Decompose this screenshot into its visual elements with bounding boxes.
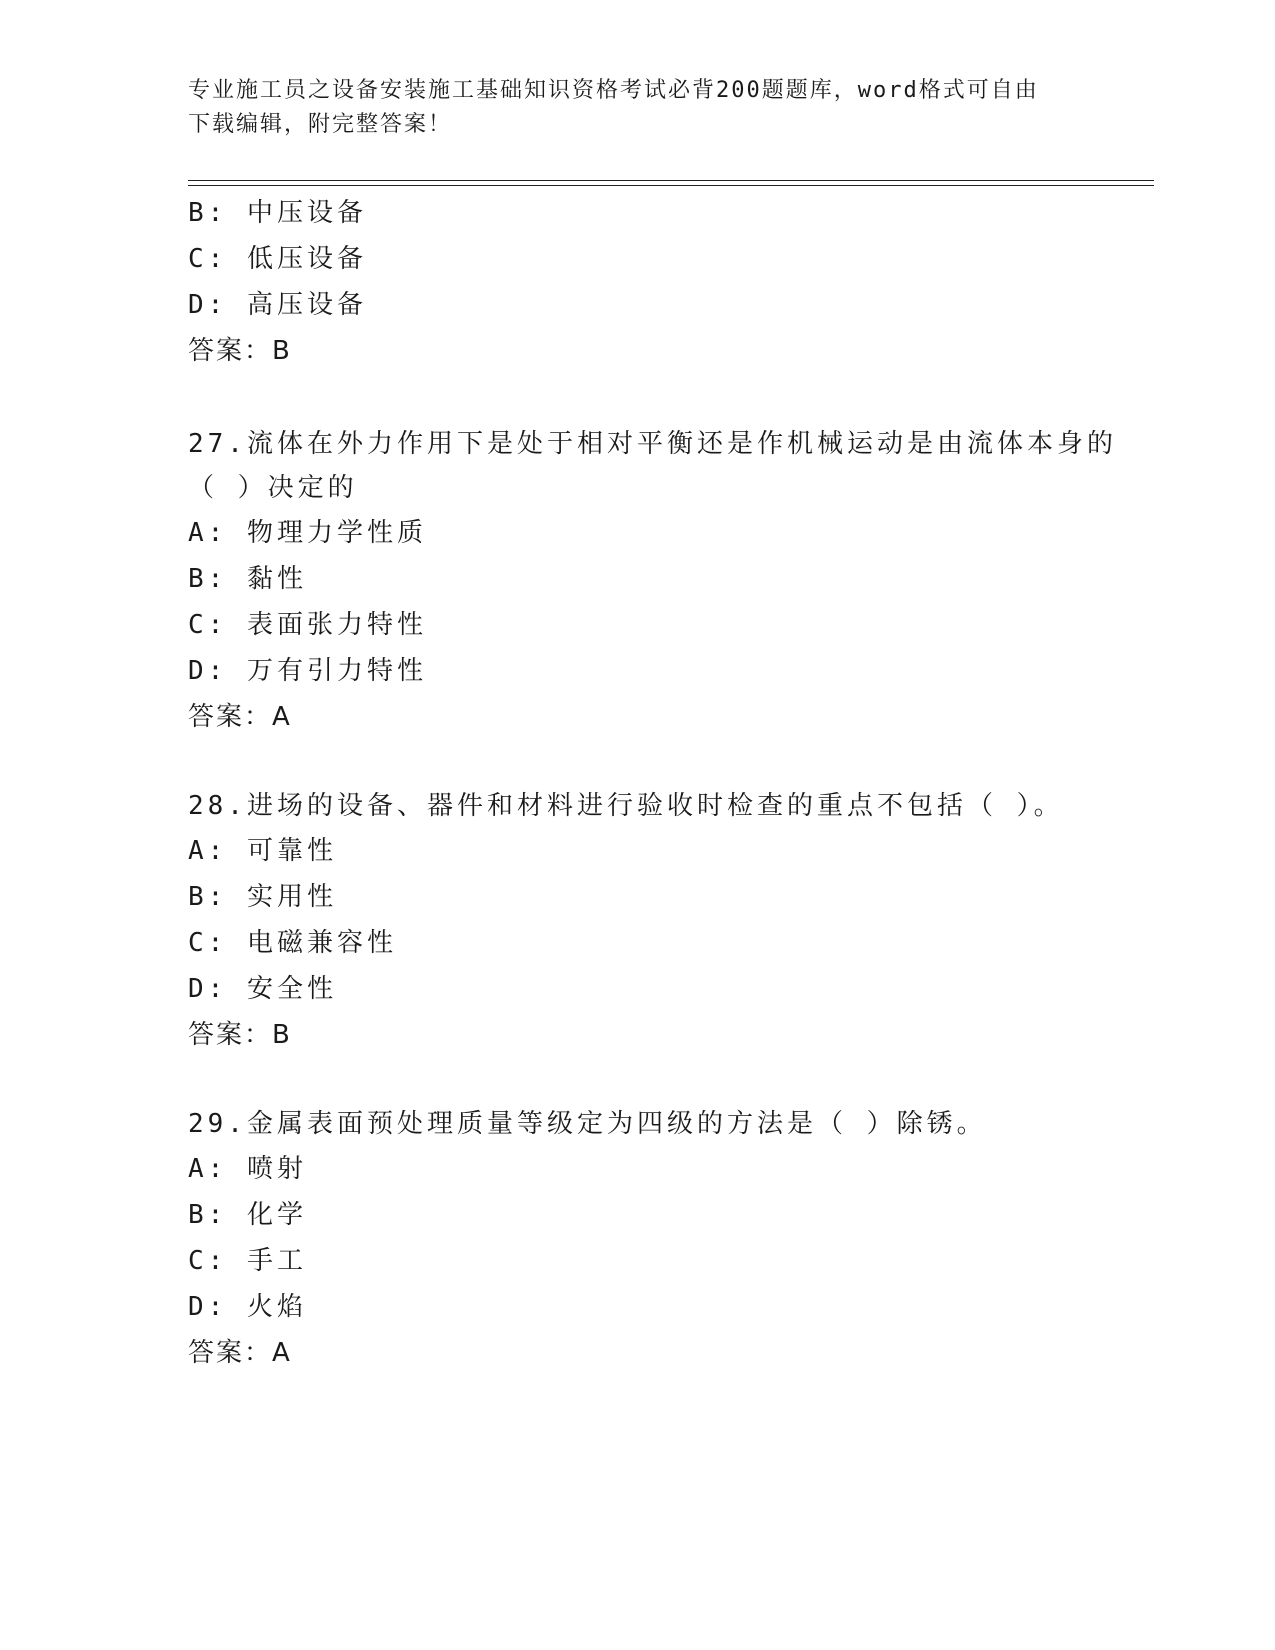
question-29-block xyxy=(188,1102,1154,1376)
option-d: D: 安全性 xyxy=(188,974,337,1004)
answer-line: 答案：A xyxy=(188,1338,292,1368)
header-divider xyxy=(188,180,1154,186)
option-c: C: 表面张力特性 xyxy=(188,610,427,640)
question-26-block xyxy=(188,190,1154,374)
question-27-block xyxy=(188,422,1154,740)
question-spacer xyxy=(188,740,1154,784)
option-a: A: 物理力学性质 xyxy=(188,518,427,548)
answer-line: 答案：B xyxy=(188,1020,292,1050)
document-header xyxy=(188,74,1068,142)
option-d: D: 高压设备 xyxy=(188,290,367,320)
option-b: B: 中压设备 xyxy=(188,198,367,228)
option-b: B: 实用性 xyxy=(188,882,337,912)
question-28-block xyxy=(188,784,1154,1058)
question-stem-continued: （ ）决定的 xyxy=(188,473,358,503)
option-c: C: 电磁兼容性 xyxy=(188,928,397,958)
answer-line: 答案：B xyxy=(188,336,292,366)
question-stem: 29.金属表面预处理质量等级定为四级的方法是（ ）除锈。 xyxy=(188,1109,987,1139)
option-b: B: 黏性 xyxy=(188,564,307,594)
option-c: C: 低压设备 xyxy=(188,244,367,274)
option-a: A: 可靠性 xyxy=(188,836,337,866)
question-spacer xyxy=(188,1058,1154,1102)
question-list xyxy=(188,190,1154,1376)
question-stem: 28.进场的设备、器件和材料进行验收时检查的重点不包括（ ）。 xyxy=(188,791,1064,821)
option-d: D: 火焰 xyxy=(188,1292,307,1322)
header-line-2: 下载编辑，附完整答案！ xyxy=(188,112,453,137)
header-line-1: 专业施工员之设备安装施工基础知识资格考试必背200题题库，word格式可自由 xyxy=(188,78,1039,103)
option-a: A: 喷射 xyxy=(188,1154,307,1184)
question-spacer xyxy=(188,374,1154,422)
answer-line: 答案：A xyxy=(188,702,292,732)
question-stem: 27.流体在外力作用下是处于相对平衡还是作机械运动是由流体本身的 xyxy=(188,429,1117,459)
option-d: D: 万有引力特性 xyxy=(188,656,427,686)
option-b: B: 化学 xyxy=(188,1200,307,1230)
option-c: C: 手工 xyxy=(188,1246,307,1276)
